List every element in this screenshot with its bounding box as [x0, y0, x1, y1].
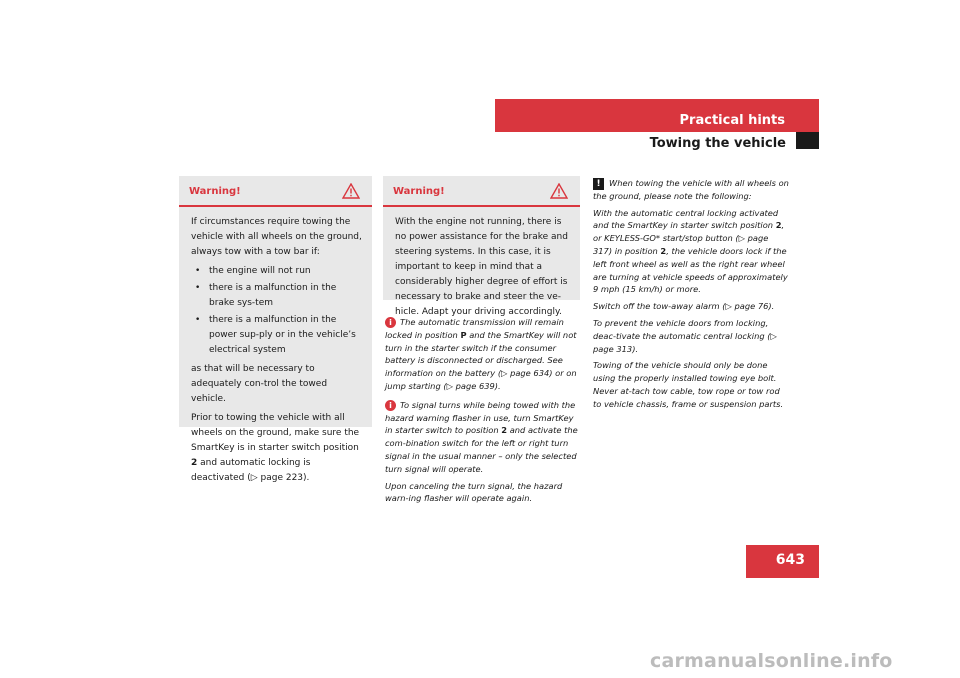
selector-position: P: [460, 329, 467, 340]
warning-title: Warning!: [189, 186, 241, 197]
list-item: • there is a malfunction in the brake sys-tem: [191, 281, 362, 311]
warning-box-middle: [383, 176, 580, 317]
caution-note-1: [593, 177, 790, 203]
header-band: [495, 99, 819, 132]
list-item: • the engine will not run: [191, 264, 362, 279]
watermark: carmanualsonline.info: [650, 650, 893, 672]
text-run: and automatic locking is deactivated (▷ page 223).: [191, 458, 311, 483]
switch-position: 2: [660, 245, 667, 256]
warning-bullet-list: [191, 264, 362, 358]
warning-after-text: as that will be necessary to adequately con-trol the towed vehicle.: [191, 364, 328, 404]
list-item: • there is a malfunction in the power sup-ply or in the vehicle’s electrical system: [191, 313, 362, 358]
info-note-1: [385, 316, 581, 393]
info-notes: [385, 316, 581, 509]
subsection-title: Towing the vehicle: [649, 136, 786, 151]
text-run: , or KEYLESS-GO* start/stop button (▷ page 317) in position: [593, 220, 785, 256]
text-run: With the automatic central locking activated and the SmartKey in starter switch position: [593, 207, 779, 231]
warning-body: [383, 207, 580, 334]
switch-position: 2: [775, 220, 782, 231]
switch-position: 2: [501, 425, 508, 436]
warning-title: Warning!: [393, 186, 445, 197]
page-number-box: [746, 545, 819, 578]
section-title: Practical hints: [679, 113, 785, 128]
info-note-2: [385, 399, 581, 476]
exclamation-icon: !: [593, 178, 604, 190]
warning-paragraph-2: [191, 411, 362, 486]
text-run: , the vehicle doors lock if the left front wheel as well as the right rear wheel are turning at vehicle speeds of approximately 9 mph (15 km/h) or more.: [593, 245, 788, 295]
text-run: To signal turns while being towed with the hazard warning flasher in use, turn SmartKey in starter switch to position: [385, 399, 576, 436]
warning-header: [179, 176, 372, 207]
info-icon: i: [385, 400, 396, 411]
caution-note-5: Towing of the vehicle should only be done using the properly installed towing eye bolt. Never at-tach tow cable, tow rope or tow rod to vehicle chassis, frame or suspension parts.: [593, 360, 784, 409]
caution-note-4: To prevent the vehicle doors from locking, deac-tivate the automatic central locking (▷ page 313).: [593, 317, 777, 354]
text-run: The automatic transmission will remain locked in position: [385, 317, 564, 340]
warning-intro: If circumstances require towing the vehicle with all wheels on the ground, always tow with a tow bar if:: [191, 217, 362, 257]
warning-body: [179, 207, 372, 500]
caution-note-2: [593, 207, 790, 297]
caution-note-3: Switch off the tow-away alarm (▷ page 76).: [593, 301, 775, 312]
section-tab-marker: [796, 132, 819, 149]
warning-text: With the engine not running, there is no power assistance for the brake and steering systems. In this case, it is important to keep in mind that a considerably higher degree of effort is necessary to brake and steer the ve-hicle. Adapt your driving accordingly.: [395, 217, 568, 317]
switch-position: 2: [191, 458, 198, 468]
warning-triangle-icon: [550, 183, 568, 199]
page-number: 643: [775, 552, 805, 568]
text-run: Prior to towing the vehicle with all wheels on the ground, make sure the SmartKey is in starter switch position: [191, 413, 360, 453]
warning-header: [383, 176, 580, 207]
caution-notes: [593, 177, 790, 415]
info-icon: i: [385, 317, 396, 328]
text-run: When towing the vehicle with all wheels on the ground, please note the following:: [593, 178, 789, 201]
text-run: and activate the com-bination switch for the left or right turn signal in the usual manner – only the selected turn signal will operate.: [385, 425, 578, 474]
warning-triangle-icon: [342, 183, 360, 199]
warning-box-left: [179, 176, 372, 483]
info-note-3: Upon canceling the turn signal, the hazard warn-ing flasher will operate again.: [385, 480, 563, 504]
text-run: and the SmartKey will not turn in the starter switch if the consumer battery is disconnected or discharged. See information on the battery (▷ page 634) or on jump starting (▷ page 639).: [385, 329, 577, 391]
